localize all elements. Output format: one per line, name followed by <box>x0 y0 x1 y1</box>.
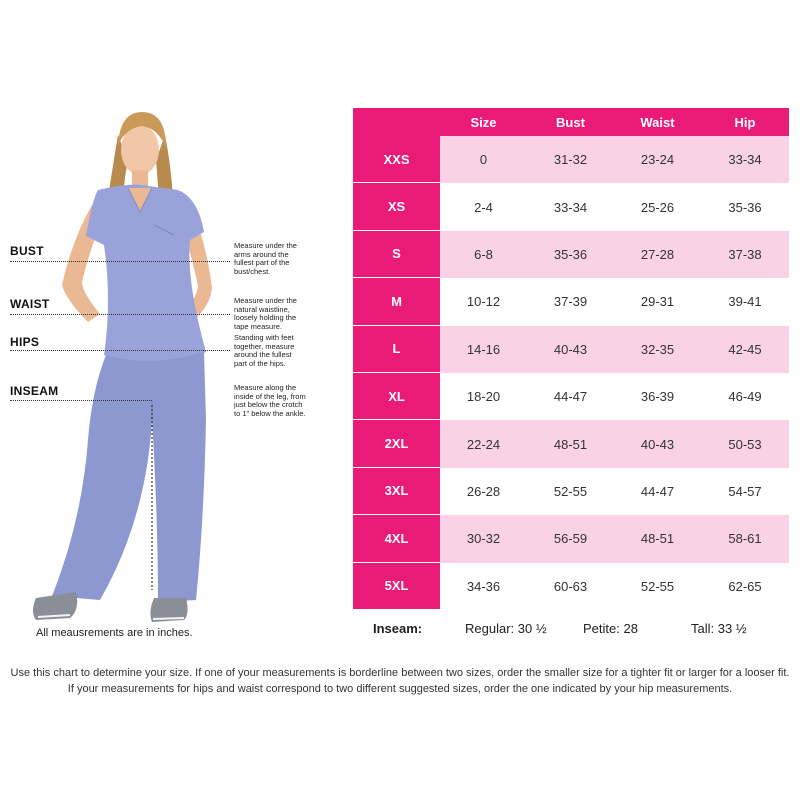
fit-note-line-2: If your measurements for hips and waist correspond to two different suggested sizes, order the one indicated by your hip measurements. <box>67 683 733 695</box>
size-number-cell: 30-32 <box>440 515 527 562</box>
inseam-tall: Tall: 33 ½ <box>691 621 747 636</box>
header-cell-waist: Waist <box>640 114 675 130</box>
waist-label: WAIST <box>10 297 50 311</box>
bust-cell: 31-32 <box>527 136 614 183</box>
bust-cell: 44-47 <box>527 373 614 420</box>
bust-cell: 35-36 <box>527 231 614 278</box>
hip-cell: 39-41 <box>701 278 789 325</box>
fit-notes <box>0 665 800 697</box>
size-label-cell: 3XL <box>353 468 440 515</box>
size-label-cell: M <box>353 278 440 325</box>
inseam-guide-line <box>10 400 152 401</box>
units-footnote: All meausrements are in inches. <box>36 627 193 639</box>
waist-cell: 23-24 <box>614 136 701 183</box>
hips-label: HIPS <box>10 335 40 349</box>
size-number-cell: 2-4 <box>440 183 527 230</box>
bust-description: Measure under the arms around the fullest part of the bust/chest. <box>234 241 297 276</box>
table-row <box>353 326 789 373</box>
inseam-heading: Inseam: <box>373 621 423 636</box>
header-cell-size: Size <box>470 114 497 130</box>
size-label-cell: L <box>353 326 440 373</box>
table-row <box>353 278 789 325</box>
size-number-cell: 26-28 <box>440 468 527 515</box>
waist-cell: 48-51 <box>614 515 701 562</box>
size-number-cell: 0 <box>440 136 527 183</box>
bust-cell: 52-55 <box>527 468 614 515</box>
size-number-cell: 10-12 <box>440 278 527 325</box>
table-row <box>353 231 789 278</box>
size-chart-table <box>353 108 789 610</box>
hip-cell: 37-38 <box>701 231 789 278</box>
hip-cell: 50-53 <box>701 420 789 467</box>
size-label-cell: S <box>353 231 440 278</box>
inseam-petite: Petite: 28 <box>583 621 638 636</box>
size-label-cell: XS <box>353 183 440 230</box>
bust-label: BUST <box>10 244 44 258</box>
inseam-label: INSEAM <box>10 384 59 398</box>
hip-cell: 35-36 <box>701 183 789 230</box>
inseam-row <box>353 618 789 640</box>
bust-cell: 37-39 <box>527 278 614 325</box>
inseam-regular: Regular: 30 ½ <box>465 621 547 636</box>
hip-cell: 54-57 <box>701 468 789 515</box>
table-row <box>353 563 789 610</box>
table-row <box>353 136 789 183</box>
size-label-cell: 5XL <box>353 563 440 610</box>
bust-cell: 48-51 <box>527 420 614 467</box>
hip-cell: 42-45 <box>701 326 789 373</box>
waist-cell: 32-35 <box>614 326 701 373</box>
size-label-cell: XL <box>353 373 440 420</box>
size-number-cell: 22-24 <box>440 420 527 467</box>
header-cell-blank <box>353 108 440 136</box>
waist-cell: 25-26 <box>614 183 701 230</box>
hips-description: Standing with feet together, measure around the fullest part of the hips. <box>234 333 295 368</box>
waist-cell: 29-31 <box>614 278 701 325</box>
hip-cell: 33-34 <box>701 136 789 183</box>
bust-cell: 33-34 <box>527 183 614 230</box>
waist-cell: 40-43 <box>614 420 701 467</box>
bust-guide-line <box>10 261 230 262</box>
table-row <box>353 420 789 467</box>
size-label-cell: XXS <box>353 136 440 183</box>
table-row <box>353 373 789 420</box>
bust-cell: 56-59 <box>527 515 614 562</box>
size-number-cell: 14-16 <box>440 326 527 373</box>
bust-cell: 40-43 <box>527 326 614 373</box>
inseam-description: Measure along the inside of the leg, from just below the crotch to 1" below the ankle. <box>234 383 306 418</box>
waist-description: Measure under the natural waistline, loosely holding the tape measure. <box>234 296 297 331</box>
waist-cell: 36-39 <box>614 373 701 420</box>
hip-cell: 58-61 <box>701 515 789 562</box>
hip-cell: 46-49 <box>701 373 789 420</box>
table-header-row <box>353 108 789 136</box>
waist-cell: 27-28 <box>614 231 701 278</box>
waist-guide-line <box>10 314 230 315</box>
bust-cell: 60-63 <box>527 563 614 610</box>
size-number-cell: 34-36 <box>440 563 527 610</box>
size-number-cell: 18-20 <box>440 373 527 420</box>
table-row <box>353 515 789 562</box>
waist-cell: 52-55 <box>614 563 701 610</box>
fit-note-line-1: Use this chart to determine your size. If one of your measurements is borderline between two sizes, order the smaller size for a tighter fit or larger for a looser fit. <box>10 667 790 679</box>
measurement-guide <box>0 0 340 650</box>
header-cell-hip: Hip <box>734 114 756 130</box>
hip-cell: 62-65 <box>701 563 789 610</box>
size-label-cell: 4XL <box>353 515 440 562</box>
table-row <box>353 183 789 230</box>
waist-cell: 44-47 <box>614 468 701 515</box>
hips-guide-line <box>10 350 230 351</box>
size-number-cell: 6-8 <box>440 231 527 278</box>
size-label-cell: 2XL <box>353 420 440 467</box>
header-cell-bust: Bust <box>556 114 585 130</box>
table-row <box>353 468 789 515</box>
